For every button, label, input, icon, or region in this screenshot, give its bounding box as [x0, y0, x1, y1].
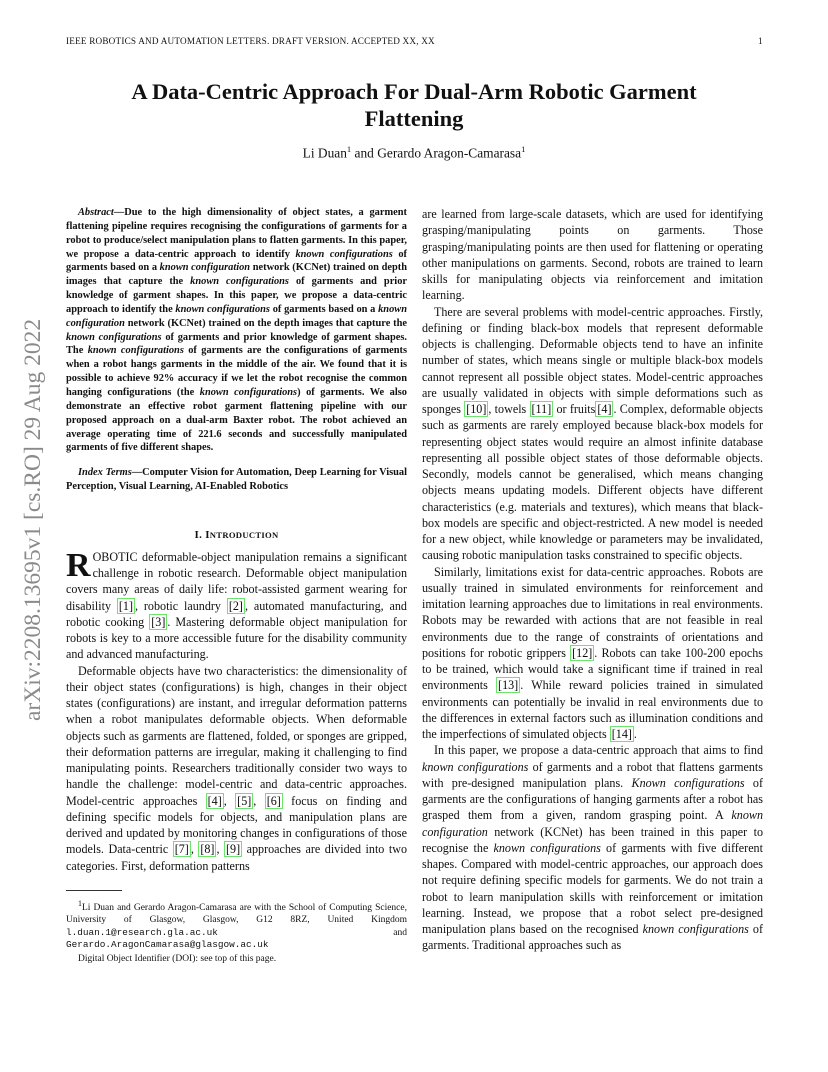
body-paragraph [422, 206, 763, 304]
body-text: There are several problems with model-centric approaches. Firstly, defining or finding black-box models that represent deformable objects is challenging. Deformable objects tend to have an infinite number of states, which means single or multiple black-box models cannot represent all possible object states. Model-centric approaches are usually validated in objects with simple deformations such as sponges [422, 304, 763, 416]
intro-paragraph [66, 546, 408, 663]
body-text: In this paper, we propose a data-centric approach that aims to find [434, 743, 763, 758]
drop-cap: R [66, 546, 91, 584]
affiliation-mark: 1 [521, 144, 526, 154]
abstract-emphasis: known configurations [87, 345, 184, 357]
body-text: , [190, 842, 199, 857]
footnote-mark: 1 [78, 898, 82, 908]
emphasis-text: Known configurations [631, 775, 745, 790]
body-text: or fruits [553, 402, 596, 416]
body-text: . [633, 727, 637, 741]
page-number: 1 [758, 36, 763, 46]
citation-link[interactable]: [1] [118, 598, 133, 613]
body-text: of garments are the configurations of hanging garments after a robot has grasped them from a given, random grasping point. A [422, 775, 763, 823]
abstract-text: of garments based on a [66, 248, 407, 274]
body-paragraph [422, 742, 763, 953]
citation-link[interactable]: [4] [597, 402, 612, 416]
body-text: of garments. Traditional approaches such as [422, 922, 763, 953]
email-link[interactable]: Gerardo.AragonCamarasa@glasgow.ac.uk [66, 938, 269, 950]
author-list [80, 144, 748, 161]
author-name: Li Duan [302, 145, 347, 161]
footnote-text: and [217, 927, 407, 938]
abstract-text: of garments based on a [269, 303, 379, 315]
index-terms-dash: — [131, 467, 143, 479]
body-text: . While reward policies trained in simulated environments can potentially be invalid in real environments due to the differences in external factors such as illumination conditions and the imperfections of simulated objects [422, 678, 763, 741]
body-text: , automated manufacturing, and robotic cooking [66, 598, 407, 629]
body-text: approaches are divided into two categories. First, deformation patterns [66, 842, 407, 873]
body-text: network (KCNet) has been trained in this paper to recognise the [422, 824, 763, 855]
doi-note: Digital Object Identifier (DOI): see top of this page. [78, 954, 277, 965]
citation-link[interactable]: [6] [266, 793, 281, 808]
section-title-rest: NTRODUCTION [209, 529, 279, 540]
author-conjunction: and [351, 145, 378, 161]
abstract-text: Due to the high dimensionality of object states, a garment flattening pipeline requires recognising the configurations of garments for a robot to produce/select manipulation plans to flatten garments. In this paper, we propose a data-centric approach to identify [66, 207, 407, 260]
footnote-text: Li Duan and Gerardo Aragon-Camarasa are with the School of Computing Science, University of Glasgow, Glasgow, G12 8RZ, United Kingdom [66, 903, 407, 926]
right-column [422, 206, 763, 954]
citation-link[interactable]: [2] [228, 598, 243, 613]
abstract-emphasis: known configuration [66, 303, 407, 329]
author-name: Gerardo Aragon-Camarasa [377, 145, 522, 161]
body-text: focus on finding and defining specific models for objects, and manipulation plans are derived and updated by monitoring changes in configurations of those models. Data-centric [66, 793, 407, 857]
left-column [66, 206, 407, 964]
abstract-emphasis: known configurations [175, 303, 270, 315]
citation-link[interactable]: [5] [237, 793, 252, 808]
abstract-text: of garments are the configurations of garments when a robot hangs garments in the middle of the air. We found that it is possible to achieve 92% accuracy if we let the robot recognise the common hanging configurations (the [66, 345, 407, 398]
body-text: OBOTIC deformable-object manipulation remains a significant challenge in robotic research. Deformable object manipulation covers many areas of daily life: robot-assisted garment wearing for disability [66, 549, 407, 613]
abstract-text: of garments and prior knowledge of garment shapes. The [66, 331, 407, 357]
body-text: . Robots can take 100-200 epochs to be trained, which would take a significant time if trained in real environments [422, 645, 763, 693]
running-head: IEEE ROBOTICS AND AUTOMATION LETTERS. DRAFT VERSION. ACCEPTED XX, XX [66, 36, 435, 46]
abstract-emphasis: known configurations [199, 386, 298, 398]
body-text: , [253, 793, 265, 808]
emphasis-text: known configurations [642, 922, 749, 936]
abstract [66, 206, 407, 455]
citation-link[interactable]: [4] [207, 793, 222, 808]
index-terms [66, 466, 407, 494]
citation-link[interactable]: [3] [151, 614, 166, 629]
section-heading-introduction [66, 529, 407, 541]
emphasis-text: known configuration [422, 808, 763, 839]
index-terms-text: Computer Vision for Automation, Deep Learning for Visual Perception, Visual Learning, AI-Enabled Robotics [66, 467, 407, 493]
intro-paragraph [66, 663, 407, 874]
abstract-emphasis: known configurations [66, 331, 162, 343]
index-terms-label: Index Terms [78, 467, 132, 479]
emphasis-text: known configurations [493, 840, 601, 855]
body-text: . Complex, deformable objects such as garments are rarely employed because black-box models for representing object states would require an almost infinite database representing all possible object states of those deformable objects. Secondly, models cannot be generalised, which means changing objects means updating models. Different objects have different characteristics (e.g. materials and textures), which means that black-box models are specific and object-restricted. A new model is needed for a new object, while knowledge or parameters may be invalidated, causing robotic manipulation tasks constrained to specific objects. [422, 402, 763, 563]
citation-link[interactable]: [7] [174, 842, 189, 857]
citation-link[interactable]: [11] [531, 402, 552, 416]
citation-link[interactable]: [8] [200, 842, 215, 857]
body-text: , robotic laundry [135, 598, 227, 613]
section-title-initial: I [205, 528, 210, 541]
emphasis-text: known configurations [422, 759, 529, 774]
body-text: are learned from large-scale datasets, which are used for identifying grasping/manipulating points on garments. Those grasping/manipulating points are then used for flattening or operating other manipulations on garments. Second, robots are trained to learn skills for manipulating objects via reinforcement and imitation learning. [422, 207, 763, 303]
email-link[interactable]: l.duan.1@research.gla.ac.uk [66, 926, 218, 938]
body-paragraph [422, 564, 763, 743]
body-text: of garments with five different shapes. Compared with model-centric approaches, our approach does not require defining specific models for garments. We do not train a robot to learn manipulation skills with reinforcement or imitation learning. Instead, we propose that a robot select pre-designed manipulation plans based on the recognised [422, 840, 763, 936]
arxiv-stamp: arXiv:2208.13695v1 [cs.RO] 29 Aug 2022 [20, 318, 46, 722]
citation-link[interactable]: [12] [572, 645, 593, 660]
abstract-text: ) of garments. We also demonstrate an effective robot garment flattening pipeline with our proposed approach on a dual-arm Baxter robot. The robot achieved an average operating time of 221.6 seconds and successfully manipulated garments of five different shapes. [66, 386, 408, 454]
abstract-text: network (KCNet) trained on depth images that capture the [66, 262, 407, 288]
citation-link[interactable]: [9] [226, 842, 241, 857]
body-text: of garments and a robot that flattens garments with pre-designed manipulation plans. [422, 759, 763, 790]
body-text: , [216, 842, 224, 857]
abstract-emphasis: known configuration [159, 262, 251, 274]
abstract-text: of garments and prior knowledge of garment shapes. In this paper, we propose a data-centric approach to identify the [66, 276, 407, 315]
abstract-emphasis: known configurations [295, 248, 393, 260]
abstract-text: network (KCNet) trained on the depth images that capture the [124, 317, 407, 329]
body-text: Similarly, limitations exist for data-centric approaches. Robots are usually trained in simulated environments for reinforcement and imitation learning approaches due to limitations in real environments. Robots may be rewarded with actions that are not feasible in real environments due to the range of constraints of orientations and positions for robotic grippers [422, 564, 763, 660]
body-text: , [223, 793, 236, 808]
body-text: . Mastering deformable object manipulation for robots is key to a more accessible future for the disability community and advanced manufacturing. [66, 614, 408, 662]
citation-link[interactable]: [14] [611, 727, 632, 741]
body-text: Deformable objects have two characteristics: the dimensionality of their object states (configurations) is high, changes in their object states (configurations) are instant, and irregular deformation patterns when a robot manipulates deformable objects. When deformable objects such as garments are flattened, folded, or sponges are gripped, their deformation patterns are irregular, making it challenging to find manipulating points. Researchers traditionally consider two ways to handle the challenge: model-centric and data-centric approaches. Model-centric approaches [66, 663, 407, 808]
abstract-label: Abstract [78, 207, 114, 218]
citation-link[interactable]: [13] [498, 678, 519, 693]
paper-title: A Data-Centric Approach For Dual-Arm Robotic Garment Flattening [131, 79, 697, 131]
affiliation-mark: 1 [346, 144, 352, 154]
section-numeral: I. [194, 528, 206, 541]
body-paragraph [422, 304, 763, 564]
abstract-emphasis: known configurations [190, 276, 289, 288]
citation-link[interactable]: [10] [466, 402, 487, 416]
footnote-rule [66, 890, 122, 891]
footnote [66, 898, 407, 951]
abstract-dash: — [113, 207, 125, 218]
body-text: , towels [488, 402, 530, 416]
